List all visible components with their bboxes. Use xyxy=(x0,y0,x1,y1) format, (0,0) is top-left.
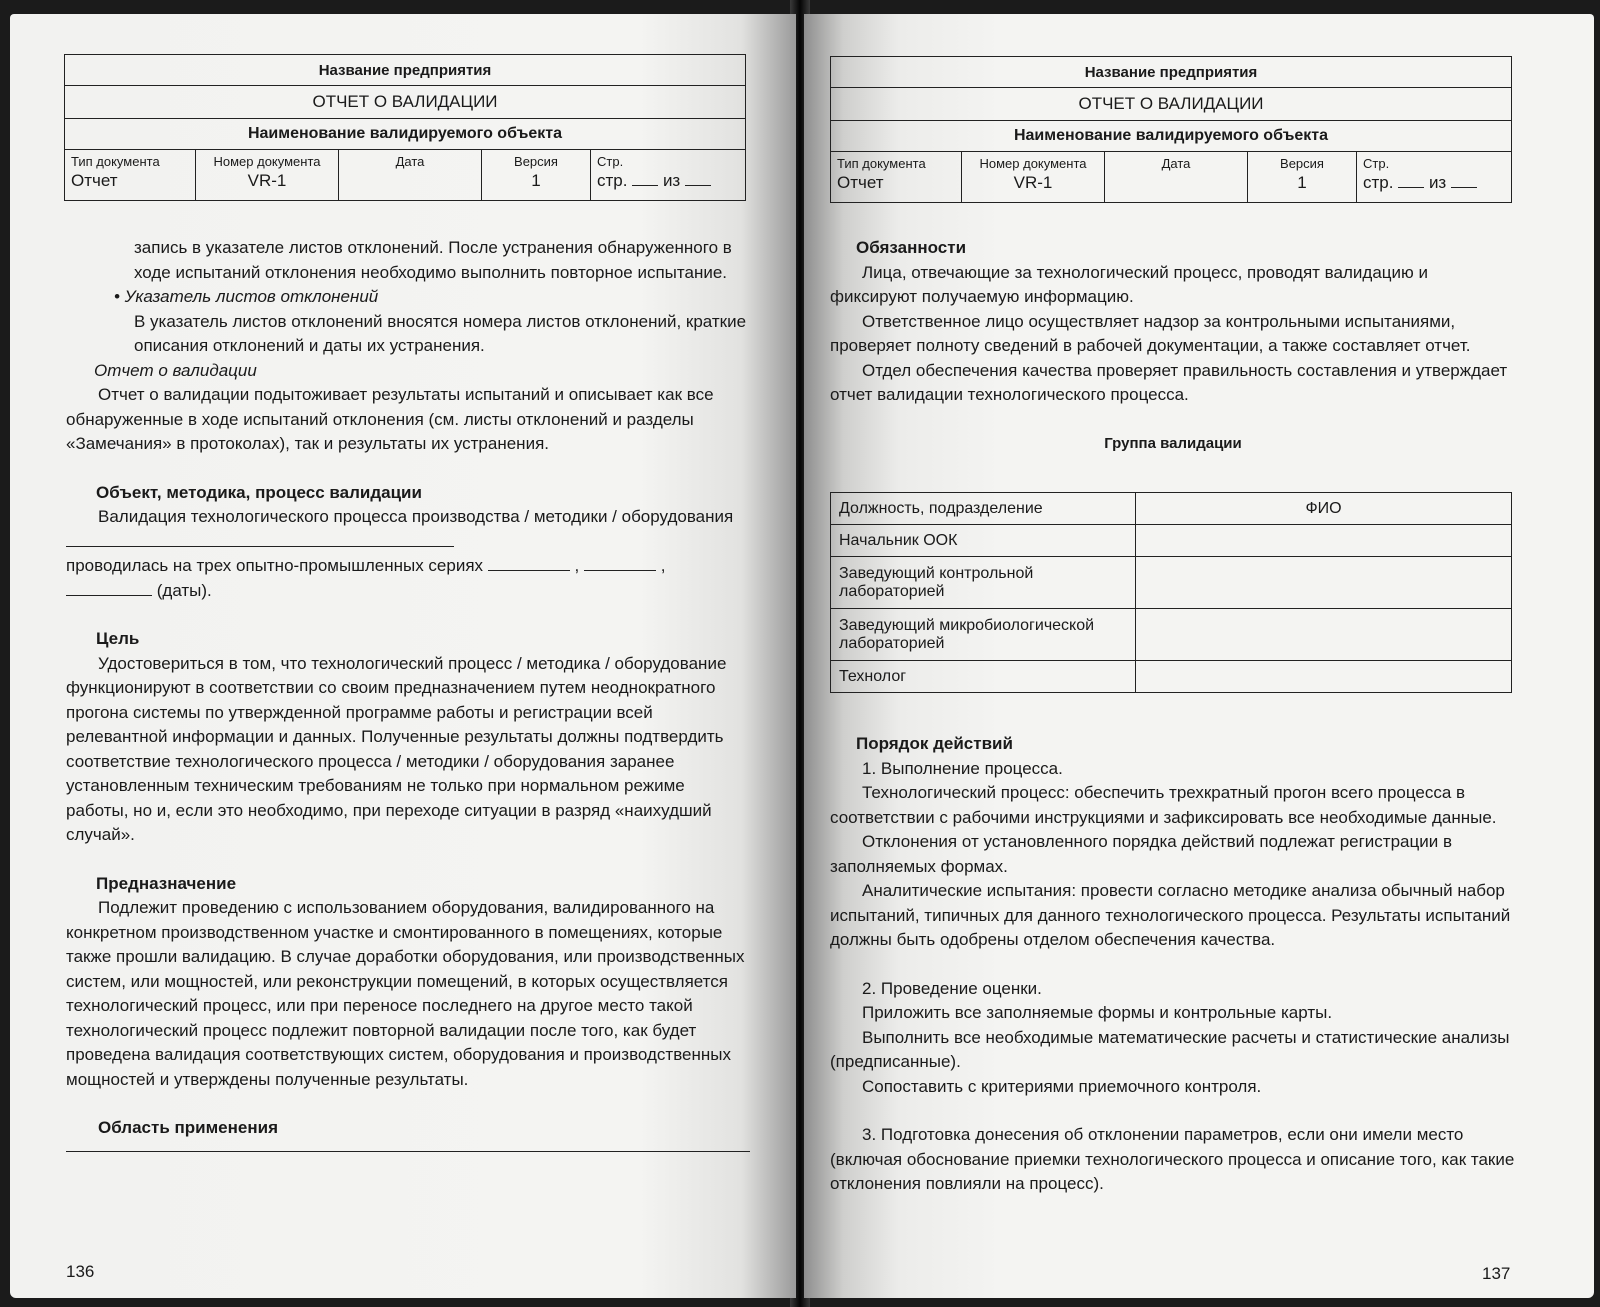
left-page xyxy=(10,14,796,1298)
document-header-table xyxy=(64,54,746,201)
column-header-position: Должность, подразделение xyxy=(831,493,1136,525)
version-cell: Версия 1 xyxy=(1248,152,1357,203)
paragraph: (даты). xyxy=(66,579,750,604)
paragraph: Технологический процесс: обеспечить трехкратный прогон всего процесса в соответствии с рабочими инструкциями и зафиксировать все необходимые данные. xyxy=(830,783,1497,827)
doc-number-value: VR-1 xyxy=(247,171,287,190)
step-heading: 2. Проведение оценки. xyxy=(862,978,1042,998)
page-cell: Стр. стр. из xyxy=(591,150,746,201)
doc-type-cell: Тип документа Отчет xyxy=(831,152,962,203)
company-name: Название предприятия xyxy=(65,55,746,86)
paragraph: Лица, отвечающие за технологический процесс, проводят валидацию и фиксируют получаемую информацию. xyxy=(830,262,1428,306)
subheading: Отчет о валидации xyxy=(94,360,257,380)
version-cell: Версия 1 xyxy=(482,150,591,201)
left-body-text xyxy=(66,236,750,1152)
paragraph: Удостовериться в том, что технологический процесс / методика / оборудование функционируют в соответствии со своим предназначением путем неоднократного прогона системы по утвержденной программе работы и регистрации всей релевантной информации и данных. Полученные результаты должны подтвердить соответствие технологического процесса / методики / оборудования заранее установленным техническим требованиям не только при нормальном режиме работы, но и, если это необходимо, при переходе ситуации в разряд «наихудший случай». xyxy=(66,653,727,844)
section-heading: Предназначение xyxy=(96,873,237,893)
company-name: Название предприятия xyxy=(831,57,1512,88)
page-cell: Стр. стр. из xyxy=(1357,152,1512,203)
paragraph: Сопоставить с критериями приемочного контроля. xyxy=(862,1076,1262,1096)
paragraph: Отклонения от установленного порядка действий подлежат регистрации в заполняемых формах. xyxy=(830,832,1452,876)
paragraph: В указатель листов отклонений вносятся номера листов отклонений, краткие описания отклонений и даты их устранения. xyxy=(134,311,747,355)
section-heading: Обязанности xyxy=(856,238,967,257)
object-name: Наименование валидируемого объекта xyxy=(65,119,746,150)
table-row: Заведующий контрольной лабораторией xyxy=(831,557,1512,609)
document-header-table xyxy=(830,56,1512,203)
object-name: Наименование валидируемого объекта xyxy=(831,121,1512,152)
doc-number-cell: Номер документа VR-1 xyxy=(962,152,1105,203)
paragraph: Отдел обеспечения качества проверяет правильность составления и утверждает отчет валидации технологического процесса. xyxy=(830,360,1508,404)
doc-type-value: Отчет xyxy=(837,173,884,192)
doc-number-cell: Номер документа VR-1 xyxy=(196,150,339,201)
paragraph: Аналитические испытания: провести согласно методике анализа обычный набор испытаний, типичных для данного технологического процесса. Результаты испытаний должны быть одобрены отделом обеспечения качества. xyxy=(830,881,1511,949)
right-procedure-text xyxy=(830,732,1516,1197)
paragraph: запись в указателе листов отклонений. После устранения обнаруженного в ходе испытаний отклонения необходимо выполнить повторное испытание. xyxy=(134,238,732,282)
paragraph: Отчет о валидации подытоживает результаты испытаний и описывает как все обнаруженные в ходе испытаний отклонения (см. листы отклонений и разделы «Замечания» в протоколах), так и результаты их устранения. xyxy=(66,385,714,453)
paragraph: проводилась на трех опытно-промышленных сериях , , xyxy=(66,556,666,575)
validation-group-table xyxy=(830,492,1512,693)
report-title: ОТЧЕТ О ВАЛИДАЦИИ xyxy=(65,86,746,119)
date-cell: Дата xyxy=(339,150,482,201)
doc-type-value: Отчет xyxy=(71,171,118,190)
section-heading: Объект, методика, процесс валидации xyxy=(96,482,422,502)
right-body-text xyxy=(830,236,1516,456)
table-row: Начальник ООК xyxy=(831,525,1512,557)
column-header-name: ФИО xyxy=(1136,493,1512,525)
bullet-item: • Указатель листов отклонений xyxy=(114,287,379,306)
doc-type-cell: Тип документа Отчет xyxy=(65,150,196,201)
group-title: Группа валидации xyxy=(1104,434,1242,452)
table-row: Заведующий микробиологической лабораторией xyxy=(831,609,1512,661)
section-heading: Порядок действий xyxy=(856,734,1013,753)
section-heading: Область применения xyxy=(98,1118,279,1137)
step-heading: 1. Выполнение процесса. xyxy=(862,758,1063,778)
paragraph: Ответственное лицо осуществляет надзор за контрольными испытаниями, проверяет полноту сведений в рабочей документации, а также составляет отчет. xyxy=(830,311,1471,355)
page-number: 137 xyxy=(1482,1264,1511,1283)
divider xyxy=(66,1151,750,1152)
page-number: 136 xyxy=(66,1262,95,1281)
paragraph: 3. Подготовка донесения об отклонении параметров, если они имели место (включая обоснование приемки технологического процесса и описание того, как такие отклонения повлияли на процесс). xyxy=(830,1125,1515,1193)
report-title: ОТЧЕТ О ВАЛИДАЦИИ xyxy=(831,88,1512,121)
right-page xyxy=(804,14,1594,1298)
date-cell: Дата xyxy=(1105,152,1248,203)
paragraph: Подлежит проведению с использованием оборудования, валидированного на конкретном производственном участке и смонтированного в помещениях, которые также прошли валидацию. В случае доработки оборудования, или производственных систем, или мощностей, или реконструкции помещений, в которых осуществляется технологический процесс, или при переносе последнего на другое место такой технологический процесс подлежит повторной валидации после того, как будет проведена валидация соответствующих систем, оборудования и производственных мощностей и утверждены полученные результаты. xyxy=(66,898,745,1089)
version-value: 1 xyxy=(531,171,541,190)
paragraph: Выполнить все необходимые математические расчеты и статистические анализы (предписанные). xyxy=(830,1027,1510,1071)
version-value: 1 xyxy=(1297,173,1307,192)
table-row: Технолог xyxy=(831,661,1512,693)
paragraph: Валидация технологического процесса производства / методики / оборудования xyxy=(66,505,750,554)
section-heading: Цель xyxy=(96,629,140,648)
paragraph: Приложить все заполняемые формы и контрольные карты. xyxy=(862,1003,1333,1022)
doc-number-value: VR-1 xyxy=(1013,173,1053,192)
